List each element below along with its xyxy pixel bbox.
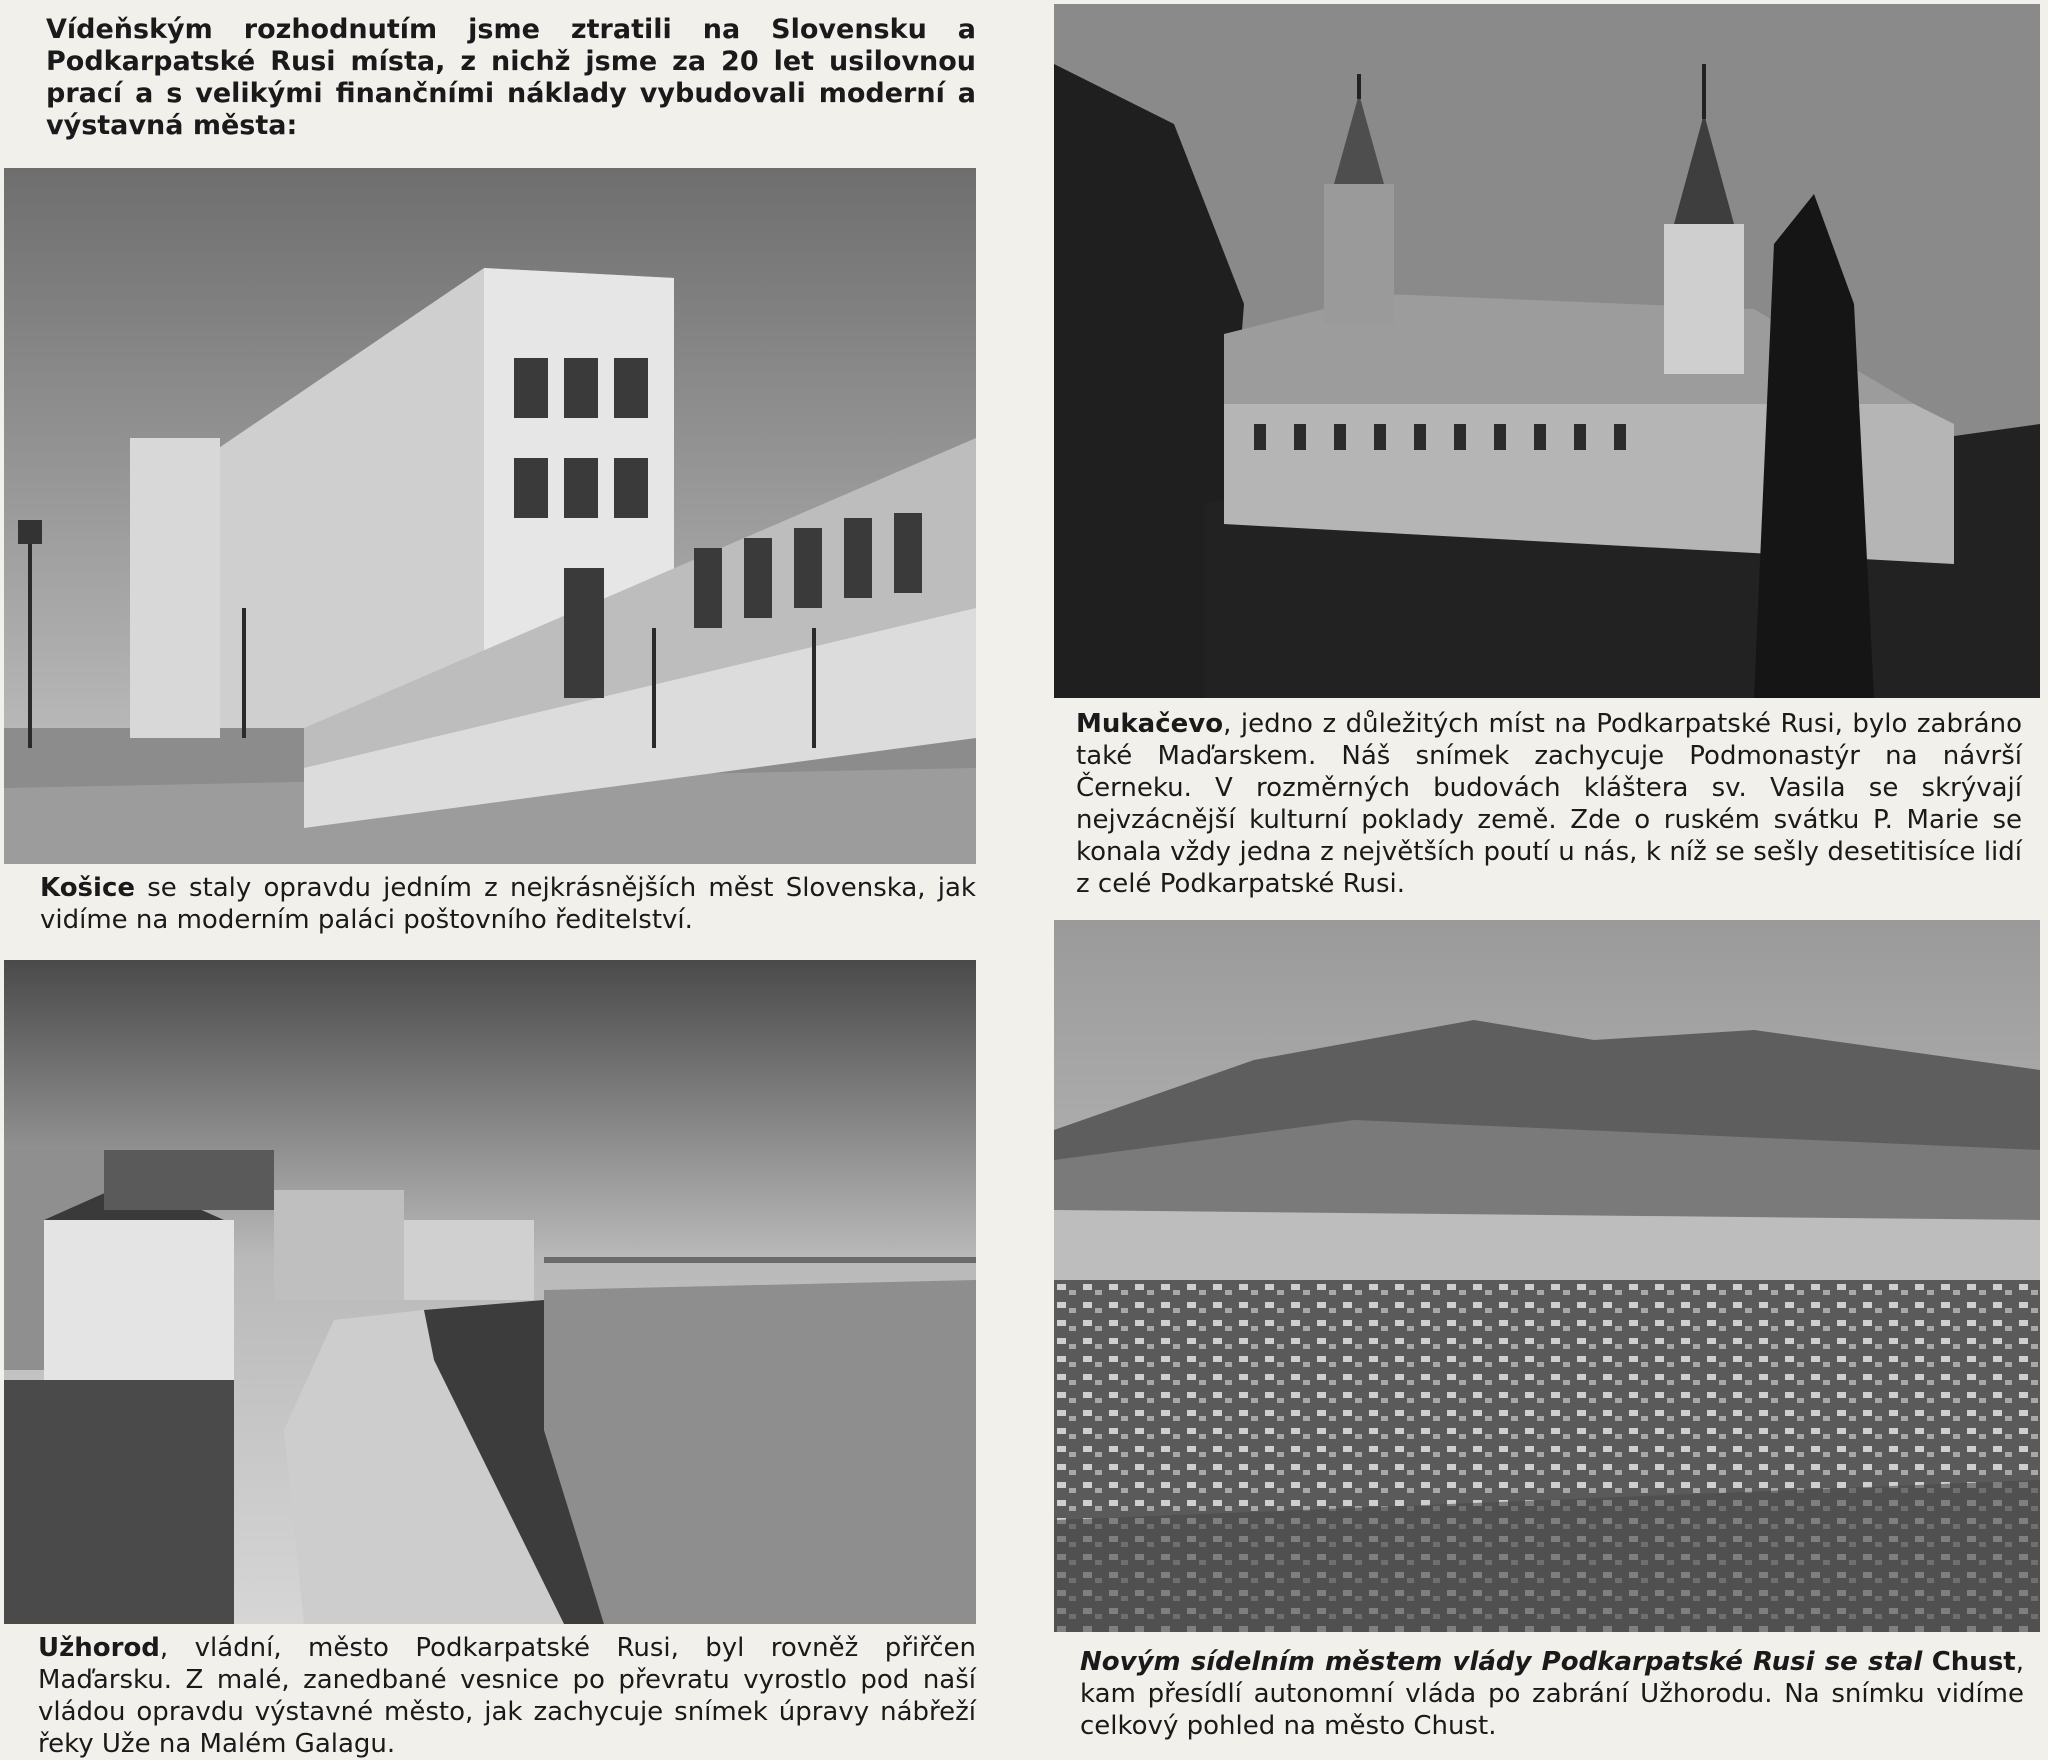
caption-mukacevo-text: , jedno z důležitých míst na Podkarpatské Rusi, bylo zabráno také Maďarskem. Náš snímek zachycuje Podmonastýr na návrší Černeku. V rozměrných budovách kláštera sv. Vasila se skrývají nejvzácnější kulturní poklady země. Zde o ruském svátku P. Marie se konala vždy jedna z největších poutí u nás, k níž se sešly desetitisíce lidí z celé Podkarpatské Rusi. — [1076, 709, 2022, 899]
caption-uzhorod-text: , vládní, město Podkarpatské Rusi, byl rovněž přiřčen Maďarsku. Z malé, zanedbané vesnice po převratu vyrostlo pod naší vládou opravdu výstavné město, jak zachycuje snímek úpravy nábřeží řeky Uže na Malém Galagu. — [38, 1633, 976, 1759]
caption-kosice-text: se staly opravdu jedním z nejkrásnějších měst Slovenska, jak vidíme na moderním paláci poštovního ředitelství. — [40, 873, 976, 935]
caption-uzhorod — [38, 1632, 976, 1760]
photo-uzhorod — [4, 960, 976, 1624]
caption-chust-lead-italic: Novým sídelním městem vlády Podkarpatské Rusi se stal — [1080, 1647, 1923, 1677]
caption-chust — [1080, 1646, 2024, 1746]
town-panorama-icon — [1054, 920, 2040, 1632]
photo-kosice — [4, 168, 976, 864]
caption-chust-text: , kam přesídlí autonomní vláda po zabrání Užhorodu. Na snímku vidíme celkový pohled na město Chust. — [1080, 1647, 2024, 1741]
caption-kosice — [40, 872, 976, 944]
caption-mukacevo-lead: Mukačevo — [1076, 709, 1224, 739]
monastery-icon — [1054, 4, 2040, 698]
caption-chust-lead: Chust — [1931, 1647, 2016, 1677]
river-embankment-icon — [4, 960, 976, 1624]
caption-kosice-lead: Košice — [40, 873, 135, 903]
photo-chust — [1054, 920, 2040, 1632]
photo-mukacevo — [1054, 4, 2040, 698]
caption-uzhorod-lead: Užhorod — [38, 1633, 160, 1663]
intro-text: Vídeňským rozhodnutím jsme ztratili na Slovensku a Podkarpatské Rusi místa, z nichž jsme za 20 let usilovnou prací a s velikými finančními náklady vybudovali moderní a výstavná města: — [46, 14, 976, 141]
intro-paragraph — [46, 14, 976, 150]
post-office-building-icon — [4, 168, 976, 864]
caption-mukacevo — [1076, 708, 2022, 908]
